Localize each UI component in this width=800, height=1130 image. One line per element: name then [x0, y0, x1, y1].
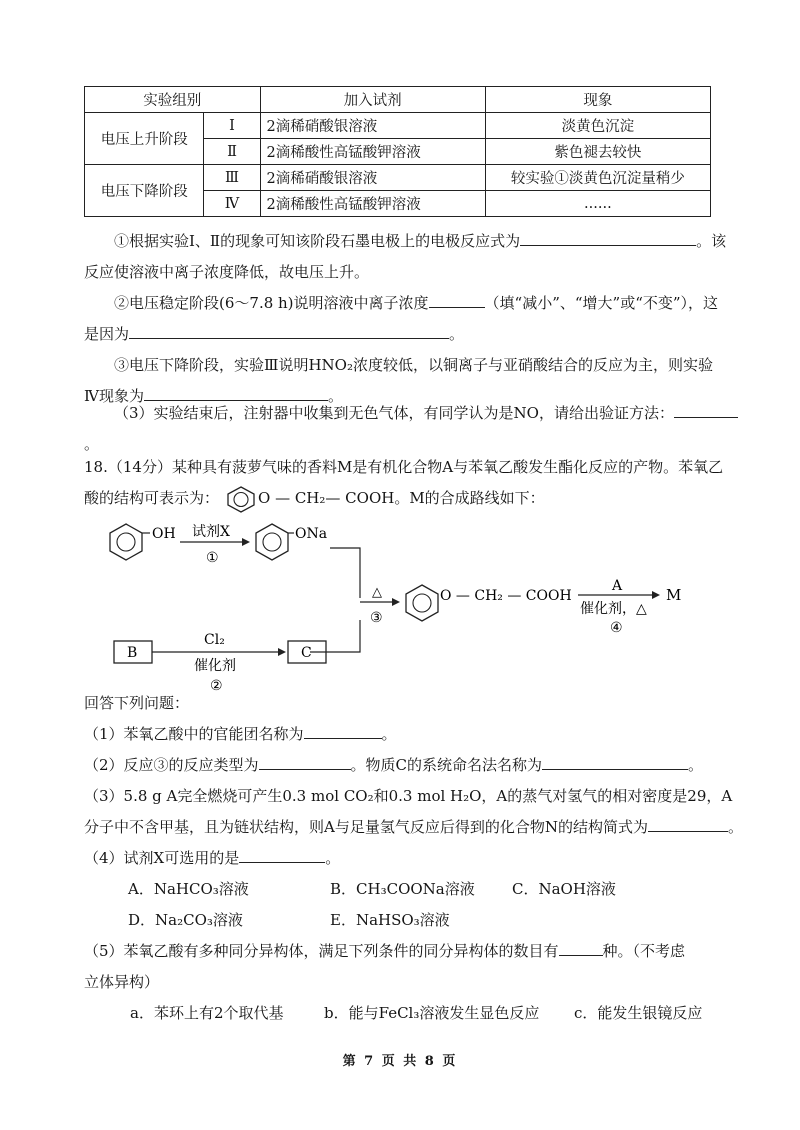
- table-cell: ......: [485, 191, 710, 217]
- row-number: Ⅲ: [204, 165, 260, 191]
- answer-blank[interactable]: [559, 941, 603, 956]
- text: （3）实验结束后，注射器中收集到无色气体，有同学认为是NO，请给出验证方法：: [114, 404, 674, 422]
- arrowhead-icon: [652, 591, 660, 599]
- group-label: 电压下降阶段: [85, 165, 204, 217]
- text: 分子中不含甲基，且为链状结构，则A与足量氢气反应后得到的化合物N的结构简式为: [84, 818, 648, 836]
- text: ③电压下降阶段，实验Ⅲ说明HNO₂浓度较低，以铜离子与亚硝酸结合的反应为主，则实验: [114, 356, 713, 374]
- compound-c-label: C: [301, 645, 312, 661]
- cl2-label: Cl₂: [204, 632, 225, 648]
- option-d[interactable]: D．Na₂CO₃溶液: [128, 911, 243, 929]
- answer-blank[interactable]: [429, 293, 485, 308]
- option-c[interactable]: C．NaOH溶液: [512, 880, 616, 898]
- text: 。: [727, 818, 743, 836]
- table-cell: 2滴稀硝酸银溶液: [260, 165, 485, 191]
- table-cell: 淡黄色沉淀: [485, 113, 710, 139]
- step2-label: ②: [210, 678, 223, 694]
- text: （4）试剂X可选用的是: [84, 849, 240, 867]
- q18-intro: [84, 452, 784, 514]
- table-cell: 2滴稀硝酸银溶液: [260, 113, 485, 139]
- q17-part4: [84, 398, 744, 460]
- benzene-ring-icon: [224, 485, 258, 513]
- text: （2）反应③的反应类型为: [84, 756, 259, 774]
- text: （5）苯氧乙酸有多种同分异构体，满足下列条件的同分异构体的数目有: [84, 942, 559, 960]
- experiment-table: [84, 86, 711, 217]
- table-cell: 2滴稀酸性高锰酸钾溶液: [260, 139, 485, 165]
- table-header: 实验组别: [85, 87, 261, 113]
- condition-a: a．苯环上有2个取代基: [130, 1004, 284, 1022]
- table-cell: 紫色褪去较快: [485, 139, 710, 165]
- step3-label: ③: [370, 610, 383, 626]
- phenol-benzene-icon: [110, 524, 150, 560]
- text: 。: [325, 849, 341, 867]
- text: 酸的结构可表示为：: [84, 489, 220, 507]
- option-a[interactable]: A．NaHCO₃溶液: [128, 880, 249, 898]
- step1-label: ①: [206, 550, 219, 566]
- text: 立体异构）: [84, 973, 160, 991]
- answer-blank[interactable]: [674, 403, 738, 418]
- group-label: 电压上升阶段: [85, 113, 204, 165]
- answer-blank[interactable]: [129, 324, 449, 339]
- row-number: Ⅳ: [204, 191, 260, 217]
- text: ①根据实验Ⅰ、Ⅱ的现象可知该阶段石墨电极上的电极反应式为: [114, 232, 521, 250]
- text: （1）苯氧乙酸中的官能团名称为: [84, 725, 304, 743]
- options-row: [84, 905, 754, 936]
- row-number: Ⅰ: [204, 113, 260, 139]
- q18-questions: [84, 688, 754, 1029]
- text: 回答下列问题：: [84, 694, 190, 712]
- text: 。: [84, 435, 100, 453]
- text: ②电压稳定阶段(6～7.8 h)说明溶液中离子浓度: [114, 294, 429, 312]
- heat-label: △: [372, 585, 382, 600]
- text: O — CH₂— COOH。M的合成路线如下：: [258, 489, 545, 507]
- text: 种。（不考虑: [602, 942, 686, 960]
- q17-part1: [84, 226, 744, 288]
- catalyst-label: 催化剂: [194, 658, 236, 674]
- ona-label: ONa: [295, 526, 328, 542]
- table-cell: 2滴稀酸性高锰酸钾溶液: [260, 191, 485, 217]
- reagent-a-label: A: [612, 578, 623, 594]
- text: 。: [328, 387, 344, 405]
- answer-blank[interactable]: [542, 755, 688, 770]
- step4-label: ④: [610, 620, 623, 636]
- option-e[interactable]: E．NaHSO₃溶液: [330, 911, 450, 929]
- row-number: Ⅱ: [204, 139, 260, 165]
- text: 是因为: [84, 325, 130, 343]
- text: 。: [449, 325, 465, 343]
- arrowhead-icon: [278, 648, 286, 656]
- product-chain-label: O — CH₂ — COOH: [440, 588, 572, 604]
- text: Ⅳ现象为: [84, 387, 144, 405]
- table-cell: 较实验①淡黄色沉淀量稍少: [485, 165, 710, 191]
- answer-blank[interactable]: [304, 724, 382, 739]
- option-b[interactable]: B．CH₃COONa溶液: [330, 880, 475, 898]
- connector-bottom: [310, 620, 360, 652]
- options-row: [84, 874, 754, 905]
- text: 18.（14分）某种具有菠萝气味的香料M是有机化合物A与苯氧乙酸发生酯化反应的产物。苯氧乙: [84, 458, 724, 476]
- text: （填“减小”、“增大”或“不变”），这: [484, 294, 719, 312]
- answer-blank[interactable]: [648, 817, 728, 832]
- catalyst-heat-label: 催化剂，△: [580, 601, 647, 617]
- table-header: 加入试剂: [260, 87, 485, 113]
- conditions-row: [84, 998, 754, 1029]
- text: （3）5.8 g A完全燃烧可产生0.3 mol CO₂和0.3 mol H₂O，A的蒸气对氢气的相对密度是29，A: [84, 787, 733, 805]
- page-footer: 第 7 页 共 8 页: [342, 1054, 458, 1069]
- connector-top: [330, 548, 360, 598]
- synthesis-route-diagram: [80, 520, 720, 700]
- product-m-label: M: [666, 586, 682, 604]
- sodium-phenoxide-benzene-icon: [256, 524, 294, 560]
- phenol-oh-label: OH: [152, 526, 176, 542]
- answer-blank[interactable]: [259, 755, 351, 770]
- text: 。物质C的系统命名法名称为: [350, 756, 543, 774]
- answer-blank[interactable]: [239, 848, 325, 863]
- text: 。: [688, 756, 704, 774]
- condition-b: b．能与FeCl₃溶液发生显色反应: [324, 1004, 540, 1022]
- q17-part2: [84, 288, 744, 350]
- arrowhead-icon: [242, 538, 250, 546]
- arrowhead-icon: [392, 598, 400, 606]
- condition-c: c．能发生银镜反应: [574, 1004, 703, 1022]
- text: 反应使溶液中离子浓度降低，故电压上升。: [84, 263, 370, 281]
- answer-blank[interactable]: [520, 231, 696, 246]
- table-header: 现象: [485, 87, 710, 113]
- phenoxyacetic-acid-benzene-icon: [406, 585, 438, 621]
- text: 。: [381, 725, 397, 743]
- reagent-x-label: 试剂X: [192, 524, 230, 540]
- compound-b-label: B: [127, 645, 138, 661]
- text: 。该: [696, 232, 727, 250]
